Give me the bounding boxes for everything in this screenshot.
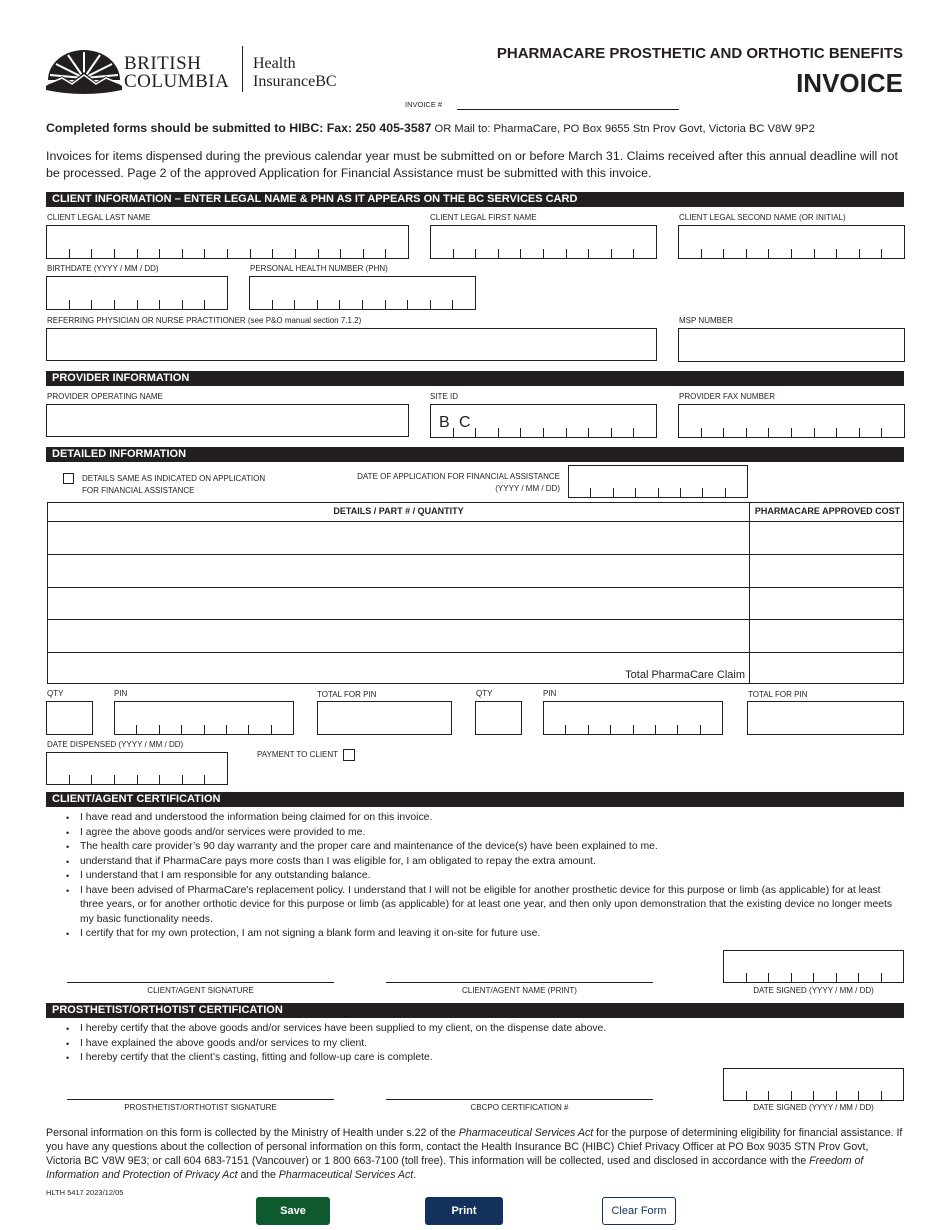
details-row-1[interactable] (48, 521, 903, 554)
privacy-act-2: Freedom of Information and Protection of Privacy Act (46, 1155, 864, 1181)
qty-label-2: QTY (476, 689, 493, 698)
qty-field-2[interactable] (475, 701, 522, 735)
print-button[interactable]: Print (425, 1197, 503, 1225)
first-name-field[interactable] (430, 225, 657, 259)
submission-mail: OR Mail to: PharmaCare, PO Box 9655 Stn Prov Govt, Victoria BC V8W 9P2 (431, 123, 815, 135)
phn-label: PERSONAL HEALTH NUMBER (PHN) (250, 264, 388, 273)
client-cert-item: • I understand that I am responsible for any outstanding balance. (66, 869, 902, 884)
details-total-row[interactable] (48, 652, 903, 684)
cbcpo-line[interactable] (386, 1099, 653, 1100)
submission-instructions (46, 121, 916, 135)
details-table (47, 502, 904, 684)
logo-divider (242, 46, 243, 92)
form-subtitle: INVOICE (796, 68, 903, 98)
msp-field[interactable] (678, 328, 905, 362)
po-cert-header: PROSTHETIST/ORTHOTIST CERTIFICATION (46, 1003, 904, 1018)
deadline-notice: Invoices for items dispensed during the previous calendar year must be submitted on or before March 31. Claims received after this annual deadline will not be processed. Page 2 of the approved Application for Financial Assistance must be submitted with this invoice. (46, 149, 898, 180)
po-date-signed-field[interactable] (723, 1068, 904, 1101)
privacy-text-2: for the purpose of determining eligibility for financial assistance. If you have any questions about the collection of personal information on this form, contact the Health Insurance BC (HIBC) Chief Privacy Officer at PO Box 9035 STN Prov Govt, Victoria BC V8W 9E3; or call 604 683-7151 (Vancouver) or 1 800 663-7100 (toll free). This information will be collected, used and disclosed in accordance with the (46, 1127, 903, 1167)
payment-to-client-label: PAYMENT TO CLIENT (257, 750, 339, 759)
client-cert-item: • understand that if PharmaCare pays more costs than I was eligible for, I am obligated to repay the extra amount. (66, 855, 902, 870)
privacy-notice (46, 1126, 906, 1182)
second-name-label: CLIENT LEGAL SECOND NAME (OR INITIAL) (679, 213, 846, 222)
total-for-pin-label-1: TOTAL FOR PIN (317, 690, 377, 699)
payment-to-client-checkbox[interactable] (343, 749, 355, 761)
cbcpo-label: CBCPO CERTIFICATION # (470, 1103, 569, 1112)
po-cert-item: • I have explained the above goods and/or services to my client. (66, 1037, 902, 1052)
client-cert-item: • I certify that for my own protection, I am not signing a blank form and leaving it on-site for future use. (66, 927, 902, 942)
client-name-line[interactable] (386, 982, 653, 983)
physician-field[interactable] (46, 328, 657, 361)
client-cert-item: • I agree the above goods and/or services were provided to me. (66, 826, 902, 841)
total-for-pin-field-1[interactable] (317, 701, 452, 735)
logo-columbia: COLUMBIA (124, 71, 230, 92)
details-column-header: DETAILS / PART # / QUANTITY (333, 506, 464, 516)
pin-field-1[interactable] (114, 701, 294, 735)
msp-label: MSP NUMBER (679, 316, 734, 325)
invoice-number-field[interactable] (457, 96, 679, 110)
clear-form-button[interactable]: Clear Form (602, 1197, 676, 1225)
birthdate-field[interactable] (46, 276, 228, 310)
logo-british: BRITISH (124, 53, 202, 74)
privacy-act-1: Pharmaceutical Services Act (458, 1127, 594, 1139)
po-cert-list (66, 1022, 902, 1066)
po-signature-label: PROSTHETIST/ORTHOTIST SIGNATURE (124, 1103, 277, 1112)
same-as-application-label: DETAILS SAME AS INDICATED ON APPLICATION FOR FINANCIAL ASSISTANCE (82, 474, 266, 495)
pin-field-2[interactable] (543, 701, 723, 735)
phn-field[interactable] (249, 276, 476, 310)
site-id-prefix-b: B (439, 414, 450, 431)
po-cert-item: • I hereby certify that the above goods and/or services have been supplied to my client, on the dispense date above. (66, 1022, 902, 1037)
privacy-text-1: Personal information on this form is collected by the Ministry of Health under s.22 of the (46, 1127, 459, 1139)
privacy-act-3: Pharmaceutical Services Act (278, 1169, 414, 1181)
client-cert-item: • I have been advised of PharmaCare's replacement policy. I understand that I will not be eligible for another prosthetic device for this purpose or limb (as applicable) for at least three years, or for another orthotic device for this purpose or limb (as applicable) for at least one year, and then only upon demonstration that the existing device no longer meets my basic functionality needs. (66, 884, 902, 928)
invoice-number-label: INVOICE # (405, 100, 443, 109)
total-for-pin-field-2[interactable] (747, 701, 904, 735)
provider-name-field[interactable] (46, 404, 409, 437)
details-row-3[interactable] (48, 587, 903, 619)
client-name-label: CLIENT/AGENT NAME (PRINT) (462, 986, 577, 995)
bc-logo (46, 46, 346, 96)
client-signature-label: CLIENT/AGENT SIGNATURE (147, 986, 254, 995)
client-date-signed-label: DATE SIGNED (YYYY / MM / DD) (753, 986, 874, 995)
last-name-label: CLIENT LEGAL LAST NAME (47, 213, 151, 222)
logo-insurancebc: InsuranceBC (253, 73, 337, 90)
form-title: PHARMACARE PROSTHETIC AND ORTHOTIC BENEFITS (496, 45, 903, 62)
po-date-signed-label: DATE SIGNED (YYYY / MM / DD) (753, 1103, 874, 1112)
date-of-application-field[interactable] (568, 465, 748, 498)
last-name-field[interactable] (46, 225, 409, 259)
provider-name-label: PROVIDER OPERATING NAME (47, 392, 163, 401)
site-id-prefix-c: C (459, 414, 471, 431)
client-date-signed-field[interactable] (723, 950, 904, 983)
provider-fax-field[interactable] (678, 404, 905, 438)
date-of-application-label-2: (YYYY / MM / DD) (495, 484, 560, 493)
physician-label: REFERRING PHYSICIAN OR NURSE PRACTITIONER (see P&O manual section 7.1.2) (47, 316, 362, 325)
logo-health: Health (253, 55, 296, 72)
second-name-field[interactable] (678, 225, 905, 259)
client-cert-item: • I have read and understood the information being claimed for on this invoice. (66, 811, 902, 826)
po-signature-line[interactable] (67, 1099, 334, 1100)
same-as-application-checkbox[interactable] (63, 473, 74, 484)
qty-field-1[interactable] (46, 701, 93, 735)
client-cert-header: CLIENT/AGENT CERTIFICATION (46, 792, 904, 807)
cost-column-header: PHARMACARE APPROVED COST (754, 506, 901, 516)
bc-sun-mountain-icon (46, 46, 122, 96)
details-row-4[interactable] (48, 619, 903, 652)
privacy-text-3: and the (237, 1169, 279, 1181)
save-button[interactable]: Save (256, 1197, 330, 1225)
date-dispensed-label: DATE DISPENSED (YYYY / MM / DD) (47, 740, 184, 749)
client-info-header: CLIENT INFORMATION – ENTER LEGAL NAME & PHN AS IT APPEARS ON THE BC SERVICES CARD (46, 192, 904, 207)
po-cert-item: • I hereby certify that the client’s casting, fitting and follow-up care is complete. (66, 1051, 902, 1066)
client-signature-line[interactable] (67, 982, 334, 983)
pin-label-2: PIN (543, 689, 557, 698)
date-dispensed-field[interactable] (46, 752, 228, 785)
client-cert-list (66, 811, 902, 942)
details-row-2[interactable] (48, 554, 903, 587)
date-of-application-label-1: DATE OF APPLICATION FOR FINANCIAL ASSISTANCE (357, 472, 560, 481)
pin-label-1: PIN (114, 689, 128, 698)
total-for-pin-label-2: TOTAL FOR PIN (748, 690, 808, 699)
site-id-field[interactable] (430, 404, 657, 438)
form-id: HLTH 5417 2023/12/05 (46, 1188, 124, 1197)
privacy-text-4: . (413, 1169, 417, 1181)
client-cert-item: • The health care provider’s 90 day warranty and the proper care and maintenance of the device(s) have been explained to me. (66, 840, 902, 855)
detailed-info-header: DETAILED INFORMATION (46, 447, 904, 462)
birthdate-label: BIRTHDATE (YYYY / MM / DD) (47, 264, 159, 273)
first-name-label: CLIENT LEGAL FIRST NAME (430, 213, 537, 222)
submission-fax: Completed forms should be submitted to HIBC: Fax: 250 405-3587 (46, 121, 432, 135)
total-pharmacare-claim-label: Total PharmaCare Claim (625, 669, 745, 681)
site-id-label: SITE ID (430, 392, 459, 401)
qty-label-1: QTY (47, 689, 64, 698)
provider-info-header: PROVIDER INFORMATION (46, 371, 904, 386)
provider-fax-label: PROVIDER FAX NUMBER (679, 392, 776, 401)
